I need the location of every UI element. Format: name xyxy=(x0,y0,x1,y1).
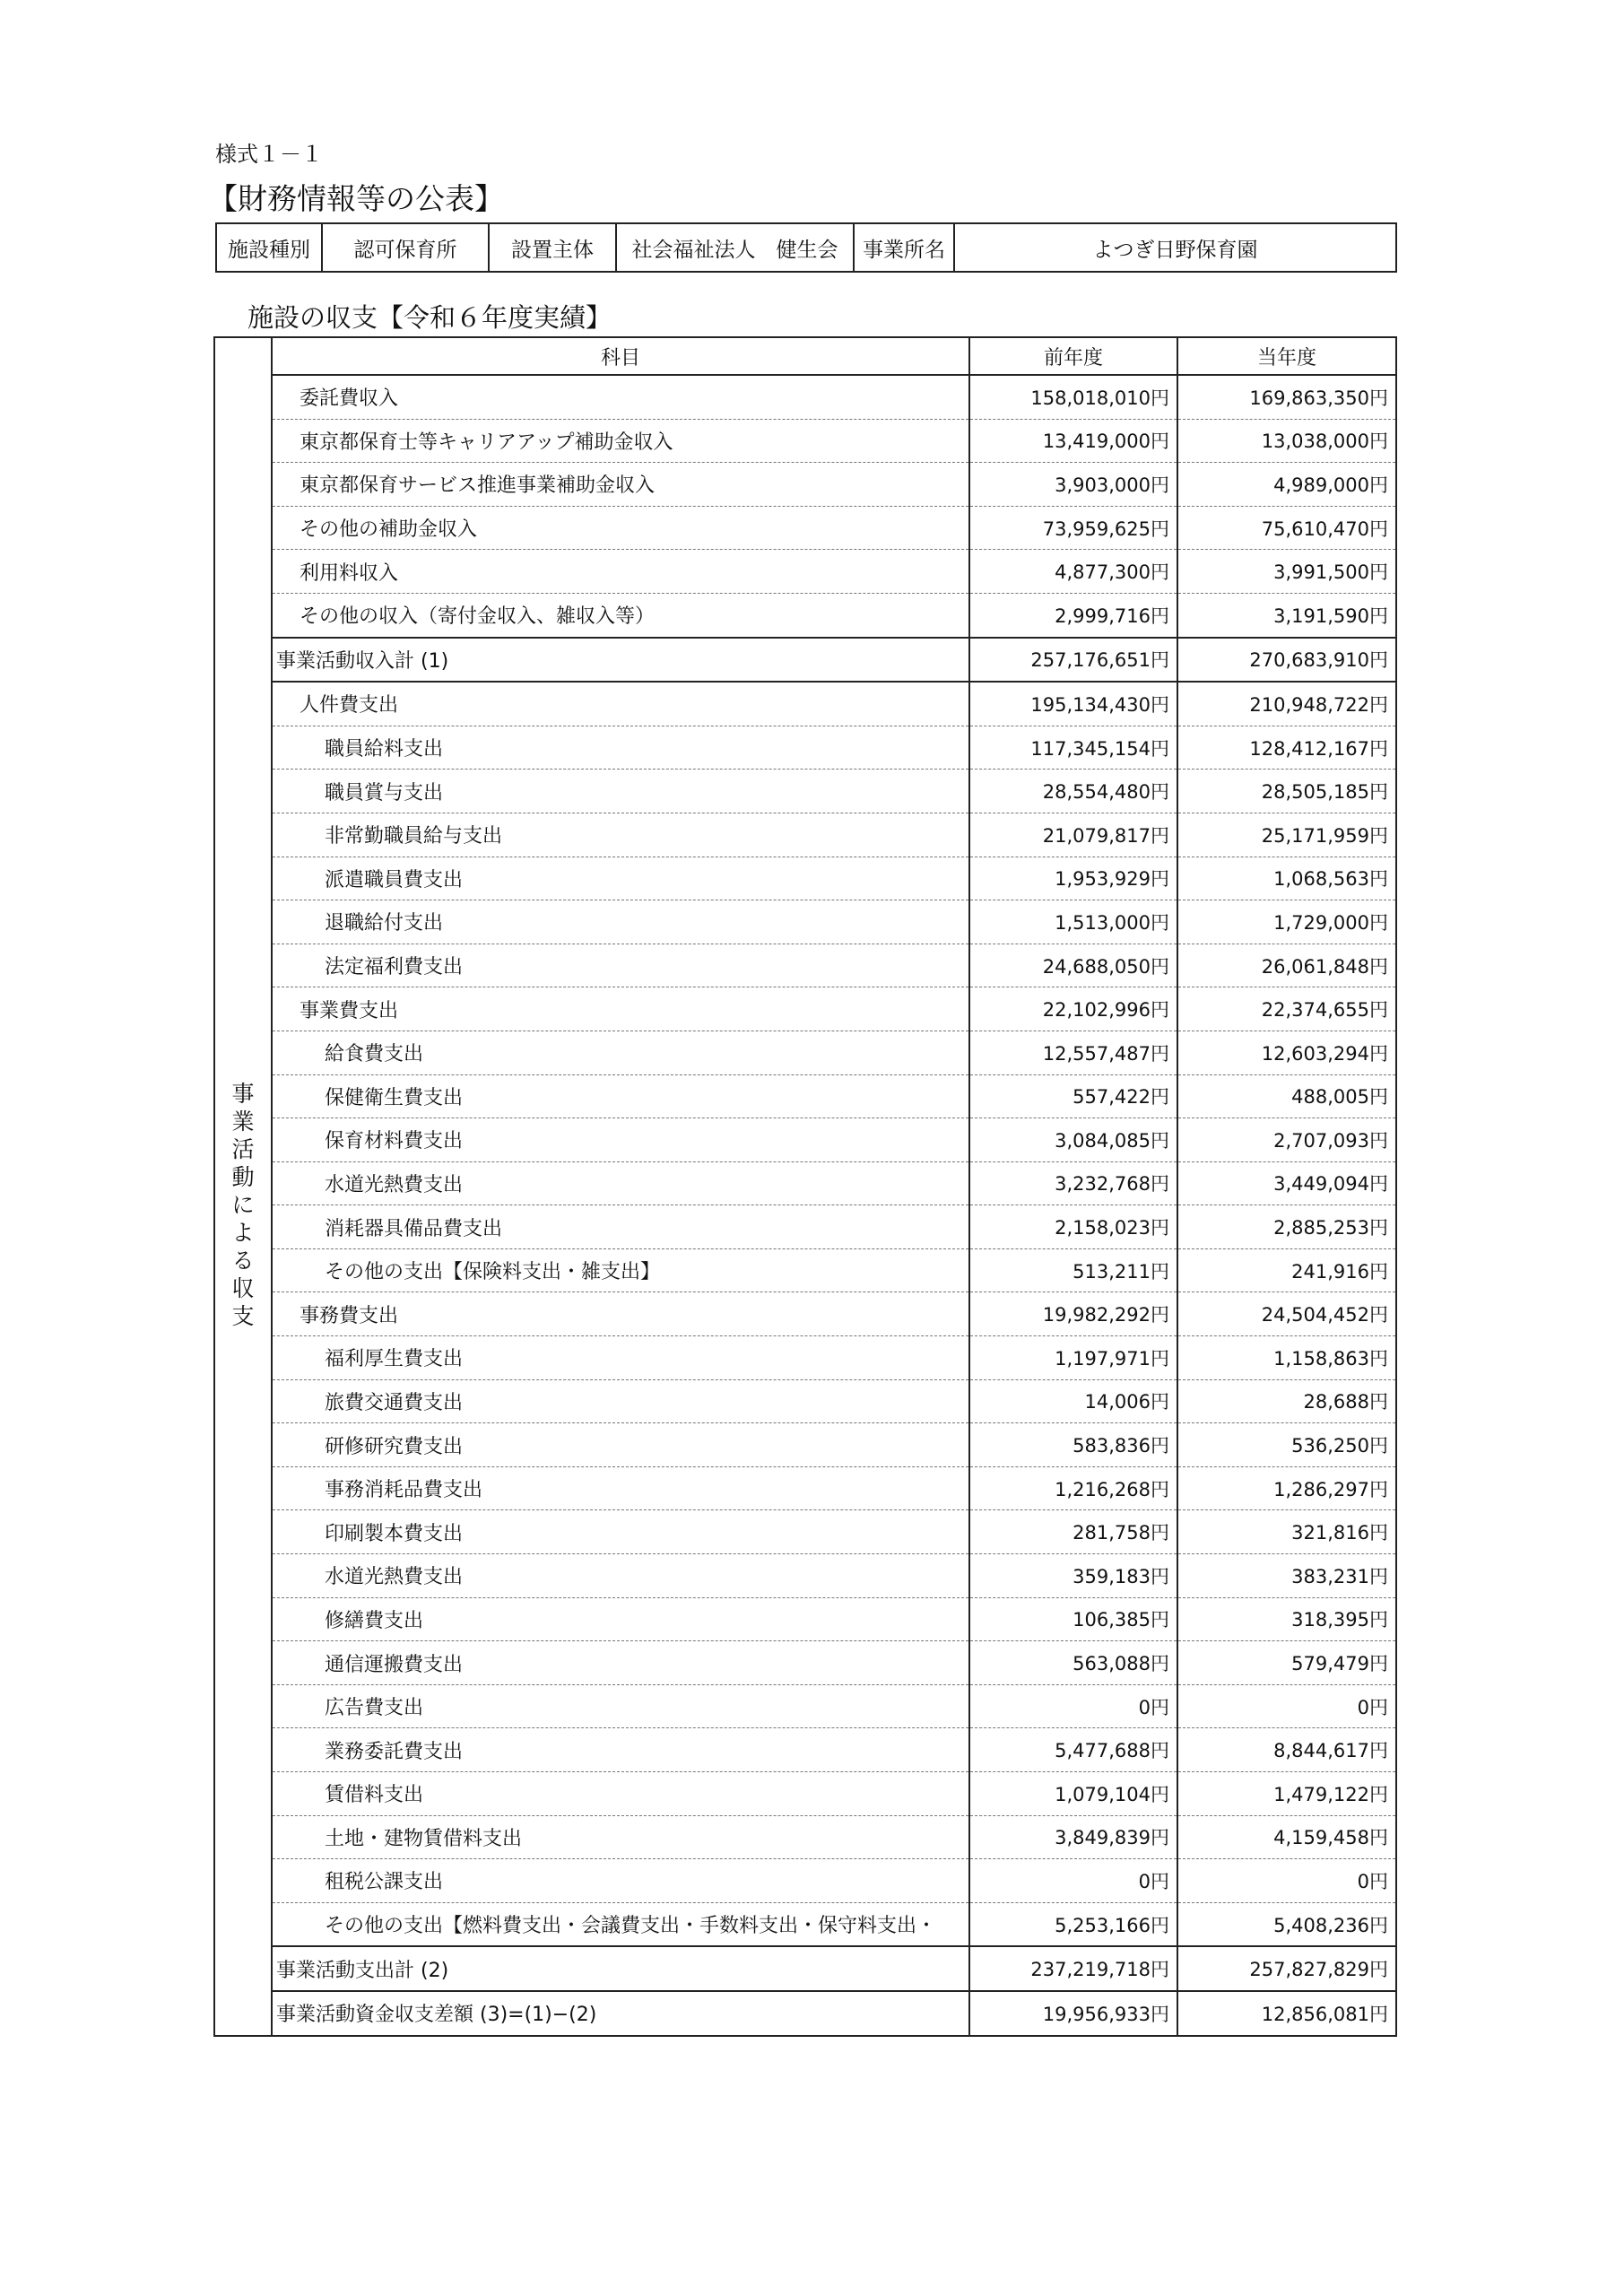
row-label: 給食費支出 xyxy=(272,1031,969,1074)
table-row xyxy=(214,857,1396,900)
row-label: 保健衛生費支出 xyxy=(272,1074,969,1118)
curr-year-value: 0円 xyxy=(1177,1859,1396,1903)
row-label: 事務消耗品費支出 xyxy=(272,1466,969,1510)
prev-year-value: 2,158,023円 xyxy=(969,1205,1177,1249)
row-label: その他の支出【燃料費支出・会議費支出・手数料支出・保守料支出・ xyxy=(272,1902,969,1946)
page-title: 【財務情報等の公表】 xyxy=(208,181,504,216)
curr-year-value: 2,707,093円 xyxy=(1177,1118,1396,1162)
prev-year-value: 73,959,625円 xyxy=(969,506,1177,550)
prev-year-value: 1,079,104円 xyxy=(969,1772,1177,1816)
table-row xyxy=(214,1031,1396,1074)
table-row xyxy=(214,375,1396,419)
category-header-cell xyxy=(214,337,272,375)
row-label: 消耗器具備品費支出 xyxy=(272,1205,969,1249)
table-row xyxy=(214,987,1396,1031)
prev-year-value: 13,419,000円 xyxy=(969,419,1177,463)
table-row xyxy=(214,944,1396,987)
founder-value: 社会福祉法人 健生会 xyxy=(616,223,854,272)
table-row xyxy=(214,1205,1396,1249)
curr-year-value: 270,683,910円 xyxy=(1177,638,1396,683)
curr-year-value: 383,231円 xyxy=(1177,1554,1396,1598)
table-row xyxy=(214,1118,1396,1162)
prev-year-value: 2,999,716円 xyxy=(969,593,1177,637)
table-row xyxy=(214,726,1396,770)
row-label: 水道光熱費支出 xyxy=(272,1161,969,1205)
row-label: 委託費収入 xyxy=(272,375,969,419)
table-row xyxy=(214,1991,1396,2036)
table-row xyxy=(214,1728,1396,1772)
founder-label: 設置主体 xyxy=(489,223,616,272)
prev-year-value: 563,088円 xyxy=(969,1641,1177,1685)
curr-year-value: 12,856,081円 xyxy=(1177,1991,1396,2036)
prev-year-value: 106,385円 xyxy=(969,1597,1177,1641)
prev-year-value: 1,216,268円 xyxy=(969,1466,1177,1510)
curr-year-value: 128,412,167円 xyxy=(1177,726,1396,770)
table-row xyxy=(214,1466,1396,1510)
section-title: 施設の収支【令和６年度実績】 xyxy=(248,302,612,333)
table-row xyxy=(214,1379,1396,1423)
row-label: 事業活動収入計 (1) xyxy=(272,638,969,683)
prev-year-value: 513,211円 xyxy=(969,1248,1177,1292)
table-row xyxy=(214,682,1396,726)
table-row xyxy=(214,419,1396,463)
curr-year-value: 12,603,294円 xyxy=(1177,1031,1396,1074)
table-row xyxy=(214,1074,1396,1118)
row-label: 東京都保育士等キャリアアップ補助金収入 xyxy=(272,419,969,463)
curr-year-value: 488,005円 xyxy=(1177,1074,1396,1118)
row-label: 職員給料支出 xyxy=(272,726,969,770)
prev-year-value: 22,102,996円 xyxy=(969,987,1177,1031)
curr-year-value: 5,408,236円 xyxy=(1177,1902,1396,1946)
prev-year-value: 257,176,651円 xyxy=(969,638,1177,683)
table-row xyxy=(214,506,1396,550)
table-row xyxy=(214,900,1396,944)
table-row xyxy=(214,1815,1396,1859)
category-vertical-text: 事 業 活 動 に よ る 収 支 xyxy=(231,1080,255,1329)
table-row xyxy=(214,1248,1396,1292)
facility-type-value: 認可保育所 xyxy=(322,223,489,272)
prev-year-value: 1,197,971円 xyxy=(969,1336,1177,1380)
curr-year-value: 24,504,452円 xyxy=(1177,1292,1396,1336)
curr-year-value: 1,479,122円 xyxy=(1177,1772,1396,1816)
table-row xyxy=(214,770,1396,813)
prev-year-value: 14,006円 xyxy=(969,1379,1177,1423)
row-label: 東京都保育サービス推進事業補助金収入 xyxy=(272,463,969,507)
row-label: 事務費支出 xyxy=(272,1292,969,1336)
table-row xyxy=(214,1641,1396,1685)
row-label: 修繕費支出 xyxy=(272,1597,969,1641)
prev-year-value: 3,084,085円 xyxy=(969,1118,1177,1162)
table-row xyxy=(214,593,1396,637)
table-row xyxy=(214,1946,1396,1991)
table-row xyxy=(214,1336,1396,1380)
curr-year-value: 2,885,253円 xyxy=(1177,1205,1396,1249)
row-label: 人件費支出 xyxy=(272,682,969,726)
row-label: 非常勤職員給与支出 xyxy=(272,813,969,857)
row-label: 旅費交通費支出 xyxy=(272,1379,969,1423)
prev-year-value: 359,183円 xyxy=(969,1554,1177,1598)
prev-year-value: 28,554,480円 xyxy=(969,770,1177,813)
table-row xyxy=(214,550,1396,594)
prev-year-value: 281,758円 xyxy=(969,1510,1177,1554)
prev-year-value: 158,018,010円 xyxy=(969,375,1177,419)
form-id: 様式１－１ xyxy=(215,142,323,167)
income-expense-table xyxy=(213,336,1397,2037)
row-label: 土地・建物賃借料支出 xyxy=(272,1815,969,1859)
table-row xyxy=(214,463,1396,507)
prev-year-value: 237,219,718円 xyxy=(969,1946,1177,1991)
prev-year-value: 195,134,430円 xyxy=(969,682,1177,726)
prev-year-value: 117,345,154円 xyxy=(969,726,1177,770)
row-label: その他の支出【保険料支出・雑支出】 xyxy=(272,1248,969,1292)
office-name-value: よつぎ日野保育園 xyxy=(954,223,1396,272)
row-label: 広告費支出 xyxy=(272,1684,969,1728)
row-label: 研修研究費支出 xyxy=(272,1423,969,1467)
curr-year-value: 321,816円 xyxy=(1177,1510,1396,1554)
prev-year-value: 557,422円 xyxy=(969,1074,1177,1118)
curr-year-value: 1,068,563円 xyxy=(1177,857,1396,900)
prev-year-value: 3,849,839円 xyxy=(969,1815,1177,1859)
prev-year-value: 1,953,929円 xyxy=(969,857,1177,900)
curr-year-value: 3,449,094円 xyxy=(1177,1161,1396,1205)
table-header-row xyxy=(214,337,1396,375)
curr-year-value: 4,989,000円 xyxy=(1177,463,1396,507)
row-label: 印刷製本費支出 xyxy=(272,1510,969,1554)
table-row xyxy=(214,1597,1396,1641)
curr-year-value: 22,374,655円 xyxy=(1177,987,1396,1031)
row-label: 租税公課支出 xyxy=(272,1859,969,1903)
curr-year-value: 8,844,617円 xyxy=(1177,1728,1396,1772)
row-label: 賃借料支出 xyxy=(272,1772,969,1816)
row-label: 職員賞与支出 xyxy=(272,770,969,813)
table-row xyxy=(214,1423,1396,1467)
prev-year-value: 3,232,768円 xyxy=(969,1161,1177,1205)
curr-year-value: 257,827,829円 xyxy=(1177,1946,1396,1991)
curr-year-header: 当年度 xyxy=(1177,337,1396,375)
curr-year-value: 1,286,297円 xyxy=(1177,1466,1396,1510)
prev-year-value: 19,956,933円 xyxy=(969,1991,1177,2036)
prev-year-value: 0円 xyxy=(969,1859,1177,1903)
row-label: 保育材料費支出 xyxy=(272,1118,969,1162)
table-row xyxy=(214,1161,1396,1205)
table-row xyxy=(214,1684,1396,1728)
curr-year-value: 28,688円 xyxy=(1177,1379,1396,1423)
prev-year-value: 5,477,688円 xyxy=(969,1728,1177,1772)
curr-year-value: 28,505,185円 xyxy=(1177,770,1396,813)
row-label: その他の収入（寄付金収入、雑収入等） xyxy=(272,593,969,637)
curr-year-value: 169,863,350円 xyxy=(1177,375,1396,419)
prev-year-value: 19,982,292円 xyxy=(969,1292,1177,1336)
prev-year-value: 24,688,050円 xyxy=(969,944,1177,987)
row-label: 利用料収入 xyxy=(272,550,969,594)
prev-year-value: 5,253,166円 xyxy=(969,1902,1177,1946)
table-row xyxy=(214,1554,1396,1598)
table-row xyxy=(214,638,1396,683)
prev-year-value: 583,836円 xyxy=(969,1423,1177,1467)
curr-year-value: 318,395円 xyxy=(1177,1597,1396,1641)
curr-year-value: 75,610,470円 xyxy=(1177,506,1396,550)
curr-year-value: 1,729,000円 xyxy=(1177,900,1396,944)
table-row xyxy=(214,1772,1396,1816)
row-label: 事業活動資金収支差額 (3)=(1)−(2) xyxy=(272,1991,969,2036)
curr-year-value: 579,479円 xyxy=(1177,1641,1396,1685)
curr-year-value: 1,158,863円 xyxy=(1177,1336,1396,1380)
table-row xyxy=(214,1859,1396,1903)
table-row xyxy=(214,1902,1396,1946)
prev-year-header: 前年度 xyxy=(969,337,1177,375)
prev-year-value: 12,557,487円 xyxy=(969,1031,1177,1074)
curr-year-value: 536,250円 xyxy=(1177,1423,1396,1467)
row-label: 法定福利費支出 xyxy=(272,944,969,987)
facility-type-label: 施設種別 xyxy=(216,223,322,272)
row-label: 業務委託費支出 xyxy=(272,1728,969,1772)
curr-year-value: 26,061,848円 xyxy=(1177,944,1396,987)
table-row xyxy=(214,1510,1396,1554)
curr-year-value: 25,171,959円 xyxy=(1177,813,1396,857)
facility-info-table xyxy=(215,222,1397,273)
prev-year-value: 1,513,000円 xyxy=(969,900,1177,944)
curr-year-value: 3,991,500円 xyxy=(1177,550,1396,594)
curr-year-value: 0円 xyxy=(1177,1684,1396,1728)
prev-year-value: 3,903,000円 xyxy=(969,463,1177,507)
row-label: 退職給付支出 xyxy=(272,900,969,944)
row-label: 通信運搬費支出 xyxy=(272,1641,969,1685)
row-label: その他の補助金収入 xyxy=(272,506,969,550)
prev-year-value: 0円 xyxy=(969,1684,1177,1728)
row-label: 水道光熱費支出 xyxy=(272,1554,969,1598)
table-row xyxy=(214,1292,1396,1336)
item-header: 科目 xyxy=(272,337,969,375)
curr-year-value: 241,916円 xyxy=(1177,1248,1396,1292)
row-label: 福利厚生費支出 xyxy=(272,1336,969,1380)
curr-year-value: 3,191,590円 xyxy=(1177,593,1396,637)
table-row xyxy=(214,813,1396,857)
prev-year-value: 4,877,300円 xyxy=(969,550,1177,594)
curr-year-value: 4,159,458円 xyxy=(1177,1815,1396,1859)
prev-year-value: 21,079,817円 xyxy=(969,813,1177,857)
row-label: 事業活動支出計 (2) xyxy=(272,1946,969,1991)
curr-year-value: 13,038,000円 xyxy=(1177,419,1396,463)
curr-year-value: 210,948,722円 xyxy=(1177,682,1396,726)
row-label: 派遣職員費支出 xyxy=(272,857,969,900)
row-label: 事業費支出 xyxy=(272,987,969,1031)
category-label xyxy=(214,375,272,2036)
office-name-label: 事業所名 xyxy=(854,223,954,272)
